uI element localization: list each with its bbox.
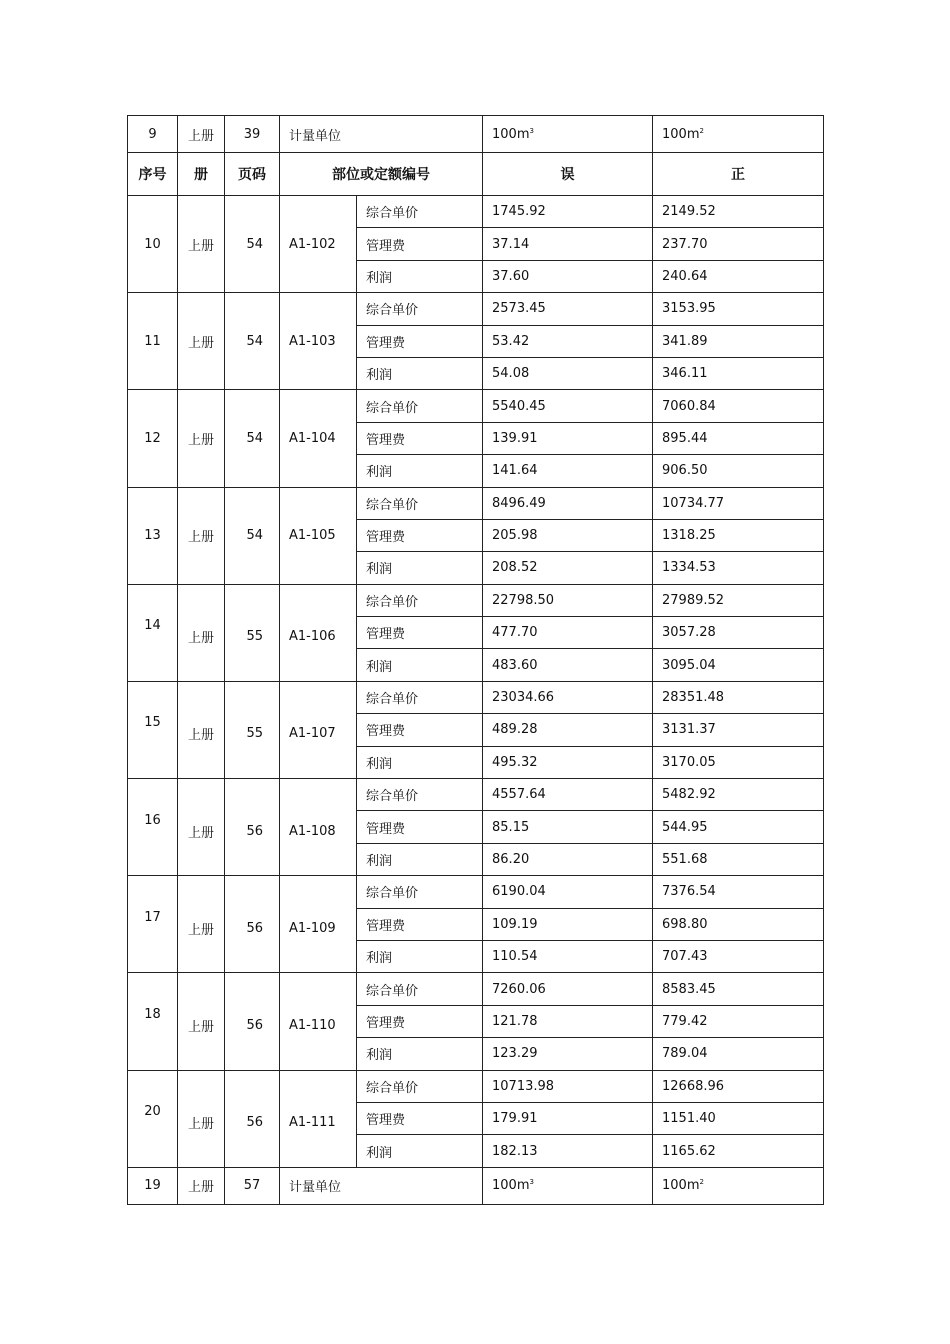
- right-unit-base: 100m: [662, 126, 700, 142]
- book-cell: 上册: [178, 293, 225, 390]
- item-name-cell: 综合单价: [357, 681, 483, 713]
- right-value-cell: 779.42: [653, 1005, 824, 1037]
- unit-label-cell: 计量单位: [280, 1167, 483, 1204]
- item-name-cell: 利润: [357, 649, 483, 681]
- code-cell: A1-105: [280, 487, 357, 584]
- table-row: [128, 1070, 824, 1102]
- seq-cell: 15: [128, 681, 178, 778]
- seq-cell: 9: [128, 116, 178, 153]
- book-cell: 上册: [178, 681, 225, 778]
- wrong-value-cell: 483.60: [483, 649, 653, 681]
- wrong-value-cell: 8496.49: [483, 487, 653, 519]
- right-value-cell: 906.50: [653, 455, 824, 487]
- table-row: [128, 584, 824, 616]
- right-unit-exponent: 2: [699, 1178, 704, 1187]
- right-value-cell: 2149.52: [653, 196, 824, 228]
- book-cell: 上册: [178, 584, 225, 681]
- book-cell: 上册: [178, 116, 225, 153]
- wrong-value-cell: 4557.64: [483, 779, 653, 811]
- header-wrong: 误: [483, 153, 653, 196]
- code-cell: A1-102: [280, 196, 357, 293]
- book-cell: 上册: [178, 876, 225, 973]
- book-cell: 上册: [178, 973, 225, 1070]
- item-name-cell: 综合单价: [357, 390, 483, 422]
- table-row: [128, 876, 824, 908]
- book-cell: 上册: [178, 390, 225, 487]
- wrong-value-cell: 477.70: [483, 617, 653, 649]
- right-value-cell: 707.43: [653, 940, 824, 972]
- wrong-unit-cell: [483, 116, 653, 153]
- right-unit-cell: [653, 116, 824, 153]
- item-name-cell: 管理费: [357, 519, 483, 551]
- wrong-value-cell: 179.91: [483, 1102, 653, 1134]
- right-value-cell: 27989.52: [653, 584, 824, 616]
- wrong-value-cell: 22798.50: [483, 584, 653, 616]
- table-body: [128, 116, 824, 1205]
- page-cell: 54: [225, 293, 280, 390]
- wrong-value-cell: 53.42: [483, 325, 653, 357]
- unit-label-cell: 计量单位: [280, 116, 483, 153]
- book-cell: 上册: [178, 1070, 225, 1167]
- page-cell: 57: [225, 1167, 280, 1204]
- table-row: [128, 196, 824, 228]
- right-unit-base: 100m: [662, 1178, 700, 1194]
- wrong-value-cell: 7260.06: [483, 973, 653, 1005]
- item-name-cell: 利润: [357, 746, 483, 778]
- right-value-cell: 1165.62: [653, 1135, 824, 1167]
- right-value-cell: 341.89: [653, 325, 824, 357]
- wrong-value-cell: 123.29: [483, 1038, 653, 1070]
- item-name-cell: 综合单价: [357, 584, 483, 616]
- page-cell: 55: [225, 681, 280, 778]
- item-name-cell: 管理费: [357, 325, 483, 357]
- wrong-value-cell: 489.28: [483, 714, 653, 746]
- item-name-cell: 利润: [357, 260, 483, 292]
- wrong-value-cell: 110.54: [483, 940, 653, 972]
- book-cell: 上册: [178, 779, 225, 876]
- page-cell: 56: [225, 973, 280, 1070]
- wrong-unit-base: 100m: [492, 1178, 530, 1194]
- item-name-cell: 综合单价: [357, 876, 483, 908]
- right-value-cell: 28351.48: [653, 681, 824, 713]
- item-name-cell: 管理费: [357, 811, 483, 843]
- table-row: [128, 973, 824, 1005]
- seq-cell: 19: [128, 1167, 178, 1204]
- seq-cell: 13: [128, 487, 178, 584]
- seq-cell: 14: [128, 584, 178, 681]
- wrong-value-cell: 23034.66: [483, 681, 653, 713]
- correction-table: [127, 115, 824, 1205]
- item-name-cell: 管理费: [357, 228, 483, 260]
- wrong-value-cell: 208.52: [483, 552, 653, 584]
- item-name-cell: 综合单价: [357, 973, 483, 1005]
- right-value-cell: 1151.40: [653, 1102, 824, 1134]
- seq-cell: 12: [128, 390, 178, 487]
- wrong-value-cell: 141.64: [483, 455, 653, 487]
- table-row: [128, 487, 824, 519]
- page-cell: 39: [225, 116, 280, 153]
- item-name-cell: 管理费: [357, 1005, 483, 1037]
- code-cell: A1-109: [280, 876, 357, 973]
- code-cell: A1-106: [280, 584, 357, 681]
- code-cell: A1-104: [280, 390, 357, 487]
- seq-cell: 11: [128, 293, 178, 390]
- item-name-cell: 综合单价: [357, 779, 483, 811]
- wrong-unit-exponent: 3: [529, 1178, 534, 1187]
- header-seq: 序号: [128, 153, 178, 196]
- right-value-cell: 895.44: [653, 422, 824, 454]
- right-value-cell: 551.68: [653, 843, 824, 875]
- page-cell: 54: [225, 487, 280, 584]
- wrong-value-cell: 182.13: [483, 1135, 653, 1167]
- wrong-value-cell: 86.20: [483, 843, 653, 875]
- header-book: 册: [178, 153, 225, 196]
- item-name-cell: 利润: [357, 1135, 483, 1167]
- table-row: [128, 293, 824, 325]
- item-name-cell: 利润: [357, 843, 483, 875]
- wrong-unit-exponent: 3: [529, 126, 534, 135]
- code-cell: A1-103: [280, 293, 357, 390]
- right-unit-exponent: 2: [699, 126, 704, 135]
- seq-cell: 17: [128, 876, 178, 973]
- item-name-cell: 管理费: [357, 422, 483, 454]
- page-cell: 56: [225, 1070, 280, 1167]
- item-name-cell: 利润: [357, 1038, 483, 1070]
- book-cell: 上册: [178, 487, 225, 584]
- right-value-cell: 3153.95: [653, 293, 824, 325]
- right-value-cell: 789.04: [653, 1038, 824, 1070]
- header-page: 页码: [225, 153, 280, 196]
- item-name-cell: 利润: [357, 552, 483, 584]
- wrong-value-cell: 54.08: [483, 357, 653, 389]
- header-right: 正: [653, 153, 824, 196]
- right-value-cell: 10734.77: [653, 487, 824, 519]
- right-value-cell: 3170.05: [653, 746, 824, 778]
- right-value-cell: 544.95: [653, 811, 824, 843]
- unit-row: [128, 1167, 824, 1204]
- wrong-value-cell: 139.91: [483, 422, 653, 454]
- unit-row: [128, 116, 824, 153]
- item-name-cell: 综合单价: [357, 196, 483, 228]
- right-value-cell: 237.70: [653, 228, 824, 260]
- wrong-value-cell: 1745.92: [483, 196, 653, 228]
- right-value-cell: 3057.28: [653, 617, 824, 649]
- table-row: [128, 390, 824, 422]
- wrong-unit-base: 100m: [492, 126, 530, 142]
- right-value-cell: 346.11: [653, 357, 824, 389]
- book-cell: 上册: [178, 196, 225, 293]
- right-value-cell: 3095.04: [653, 649, 824, 681]
- right-unit-cell: [653, 1167, 824, 1204]
- right-value-cell: 240.64: [653, 260, 824, 292]
- page-cell: 56: [225, 779, 280, 876]
- right-value-cell: 5482.92: [653, 779, 824, 811]
- wrong-value-cell: 109.19: [483, 908, 653, 940]
- item-name-cell: 利润: [357, 357, 483, 389]
- seq-cell: 16: [128, 779, 178, 876]
- table-row: [128, 681, 824, 713]
- item-name-cell: 综合单价: [357, 487, 483, 519]
- code-cell: A1-108: [280, 779, 357, 876]
- right-value-cell: 8583.45: [653, 973, 824, 1005]
- header-row: [128, 153, 824, 196]
- right-value-cell: 7060.84: [653, 390, 824, 422]
- right-value-cell: 7376.54: [653, 876, 824, 908]
- wrong-value-cell: 10713.98: [483, 1070, 653, 1102]
- right-value-cell: 698.80: [653, 908, 824, 940]
- page-cell: 55: [225, 584, 280, 681]
- item-name-cell: 管理费: [357, 908, 483, 940]
- seq-cell: 20: [128, 1070, 178, 1167]
- right-value-cell: 12668.96: [653, 1070, 824, 1102]
- wrong-value-cell: 6190.04: [483, 876, 653, 908]
- right-value-cell: 1318.25: [653, 519, 824, 551]
- item-name-cell: 利润: [357, 940, 483, 972]
- wrong-value-cell: 37.60: [483, 260, 653, 292]
- code-cell: A1-107: [280, 681, 357, 778]
- page-cell: 56: [225, 876, 280, 973]
- wrong-value-cell: 85.15: [483, 811, 653, 843]
- item-name-cell: 管理费: [357, 617, 483, 649]
- right-value-cell: 1334.53: [653, 552, 824, 584]
- item-name-cell: 综合单价: [357, 293, 483, 325]
- right-value-cell: 3131.37: [653, 714, 824, 746]
- page-cell: 54: [225, 196, 280, 293]
- wrong-value-cell: 205.98: [483, 519, 653, 551]
- code-cell: A1-110: [280, 973, 357, 1070]
- wrong-value-cell: 2573.45: [483, 293, 653, 325]
- wrong-value-cell: 495.32: [483, 746, 653, 778]
- book-cell: 上册: [178, 1167, 225, 1204]
- wrong-value-cell: 37.14: [483, 228, 653, 260]
- item-name-cell: 管理费: [357, 1102, 483, 1134]
- header-item: 部位或定额编号: [280, 153, 483, 196]
- wrong-value-cell: 5540.45: [483, 390, 653, 422]
- item-name-cell: 综合单价: [357, 1070, 483, 1102]
- table-row: [128, 779, 824, 811]
- seq-cell: 18: [128, 973, 178, 1070]
- item-name-cell: 管理费: [357, 714, 483, 746]
- wrong-value-cell: 121.78: [483, 1005, 653, 1037]
- page-cell: 54: [225, 390, 280, 487]
- wrong-unit-cell: [483, 1167, 653, 1204]
- item-name-cell: 利润: [357, 455, 483, 487]
- code-cell: A1-111: [280, 1070, 357, 1167]
- seq-cell: 10: [128, 196, 178, 293]
